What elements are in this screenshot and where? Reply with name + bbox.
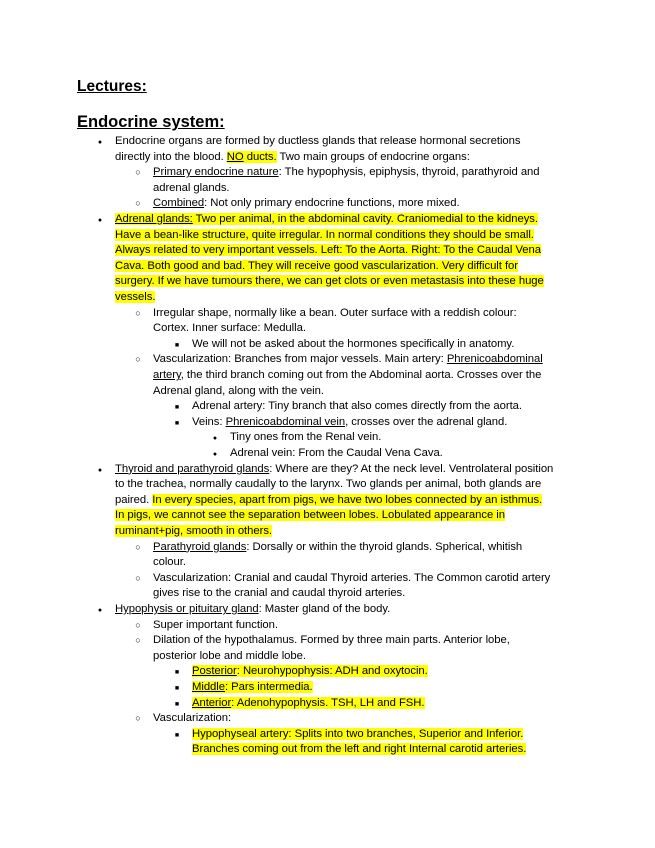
text-line: Adrenal vein: From the Caudal Vena Cava. — [230, 447, 443, 459]
text-line: Always related to very important vessels. Left: To the Aorta. Right: To the Caudal Vena — [115, 244, 542, 257]
section-title: Endocrine system: — [77, 113, 225, 131]
text-line: vessels. — [115, 291, 156, 303]
text-line: adrenal glands. — [153, 181, 230, 194]
text-line: Parathyroid glands: Dorsally or within the thyroid glands. Spherical, whitish — [153, 540, 523, 553]
text-line: artery, the third branch coming out from the Abdominal aorta. Crosses over the — [153, 369, 542, 381]
text-line: Super important function. — [153, 618, 278, 631]
bullet-icon — [95, 602, 105, 618]
text-line: Endocrine organs are formed by ductless glands that release hormonal secretions — [115, 135, 521, 147]
circle-bullet-icon — [133, 571, 143, 587]
text-line: Vascularization: — [153, 712, 232, 725]
circle-bullet-icon — [133, 711, 143, 727]
text-line: Vascularization: Cranial and caudal Thyroid arteries. The Common carotid artery — [153, 571, 551, 584]
square-bullet-icon — [172, 727, 182, 743]
text-line: Tiny ones from the Renal vein. — [230, 431, 382, 444]
circle-bullet-icon — [133, 618, 143, 634]
circle-bullet-icon — [133, 352, 143, 368]
square-bullet-icon — [172, 664, 182, 680]
square-bullet-icon — [172, 415, 182, 431]
square-bullet-icon — [172, 696, 182, 712]
text-line: Dilation of the hypothalamus. Formed by three main parts. Anterior lobe, — [153, 634, 510, 647]
text-line: Combined: Not only primary endocrine functions, more mixed. — [153, 197, 460, 210]
bullet-icon — [210, 430, 220, 446]
page-heading: Lectures: — [77, 78, 147, 95]
text-line: Hypophysis or pituitary gland: Master gland of the body. — [115, 603, 391, 615]
text-line: Cava. Both good and bad. They will receive good vascularization. Very difficult for — [115, 259, 518, 272]
bullet-icon — [95, 212, 105, 228]
text-line: Primary endocrine nature: The hypophysis, epiphysis, thyroid, parathyroid and — [153, 166, 540, 179]
text-line: Adrenal glands: Two per animal, in the abdominal cavity. Craniomedial to the kidneys. — [115, 213, 538, 225]
circle-bullet-icon — [133, 196, 143, 212]
text-line: Thyroid and parathyroid glands: Where are they? At the neck level. Ventrolateral position — [115, 462, 554, 475]
circle-bullet-icon — [133, 540, 143, 556]
text-line: directly into the blood. NO ducts. Two main groups of endocrine organs: — [115, 150, 470, 163]
text-line: Branches coming out from the left and right Internal carotid arteries. — [192, 743, 527, 756]
text-line: Veins: Phrenicoabdominal vein, crosses over the adrenal gland. — [192, 415, 508, 428]
text-line: to the trachea, normally caudally to the larynx. Two glands per animal, both glands are — [115, 478, 542, 491]
text-line: Adrenal artery: Tiny branch that also comes directly from the aorta. — [192, 400, 523, 413]
text-line: surgery. If we have tumours there, we can get clots or even metastasis into these huge — [115, 275, 544, 288]
text-line: In pigs, we cannot see the separation between lobes. Lobulated appearance in — [115, 509, 505, 522]
text-line: paired. In every species, apart from pigs, we have two lobes connected by an isthmus. — [115, 493, 543, 506]
square-bullet-icon — [172, 680, 182, 696]
square-bullet-icon — [172, 337, 182, 353]
square-bullet-icon — [172, 399, 182, 415]
text-line: Adrenal gland, along with the vein. — [153, 384, 324, 397]
text-line: ruminant+pig, smooth in others. — [115, 525, 273, 537]
bullet-icon — [95, 134, 105, 150]
bullet-icon — [95, 462, 105, 478]
text-line: Irregular shape, normally like a bean. Outer surface with a reddish colour: — [153, 306, 517, 319]
text-line: colour. — [153, 556, 186, 569]
circle-bullet-icon — [133, 165, 143, 181]
text-line: gives rise to the cranial and caudal thyroid arteries. — [153, 587, 406, 600]
text-line: Hypophyseal artery: Splits into two branches, Superior and Inferior. — [192, 727, 524, 740]
text-line: We will not be asked about the hormones specifically in anatomy. — [192, 337, 515, 350]
circle-bullet-icon — [133, 633, 143, 649]
circle-bullet-icon — [133, 306, 143, 322]
text-line: Vascularization: Branches from major vessels. Main artery: Phrenicoabdominal — [153, 353, 543, 366]
text-line: Have a bean-like structure, quite irregular. In normal conditions they should be small. — [115, 228, 534, 241]
text-line: posterior lobe and middle lobe. — [153, 649, 306, 662]
text-line: Posterior: Neurohypophysis: ADH and oxytocin. — [192, 665, 428, 678]
text-line: Anterior: Adenohypophysis. TSH, LH and FSH. — [192, 696, 425, 709]
text-line: Cortex. Inner surface: Medulla. — [153, 322, 306, 335]
bullet-icon — [210, 446, 220, 462]
text-line: Middle: Pars intermedia. — [192, 681, 313, 693]
